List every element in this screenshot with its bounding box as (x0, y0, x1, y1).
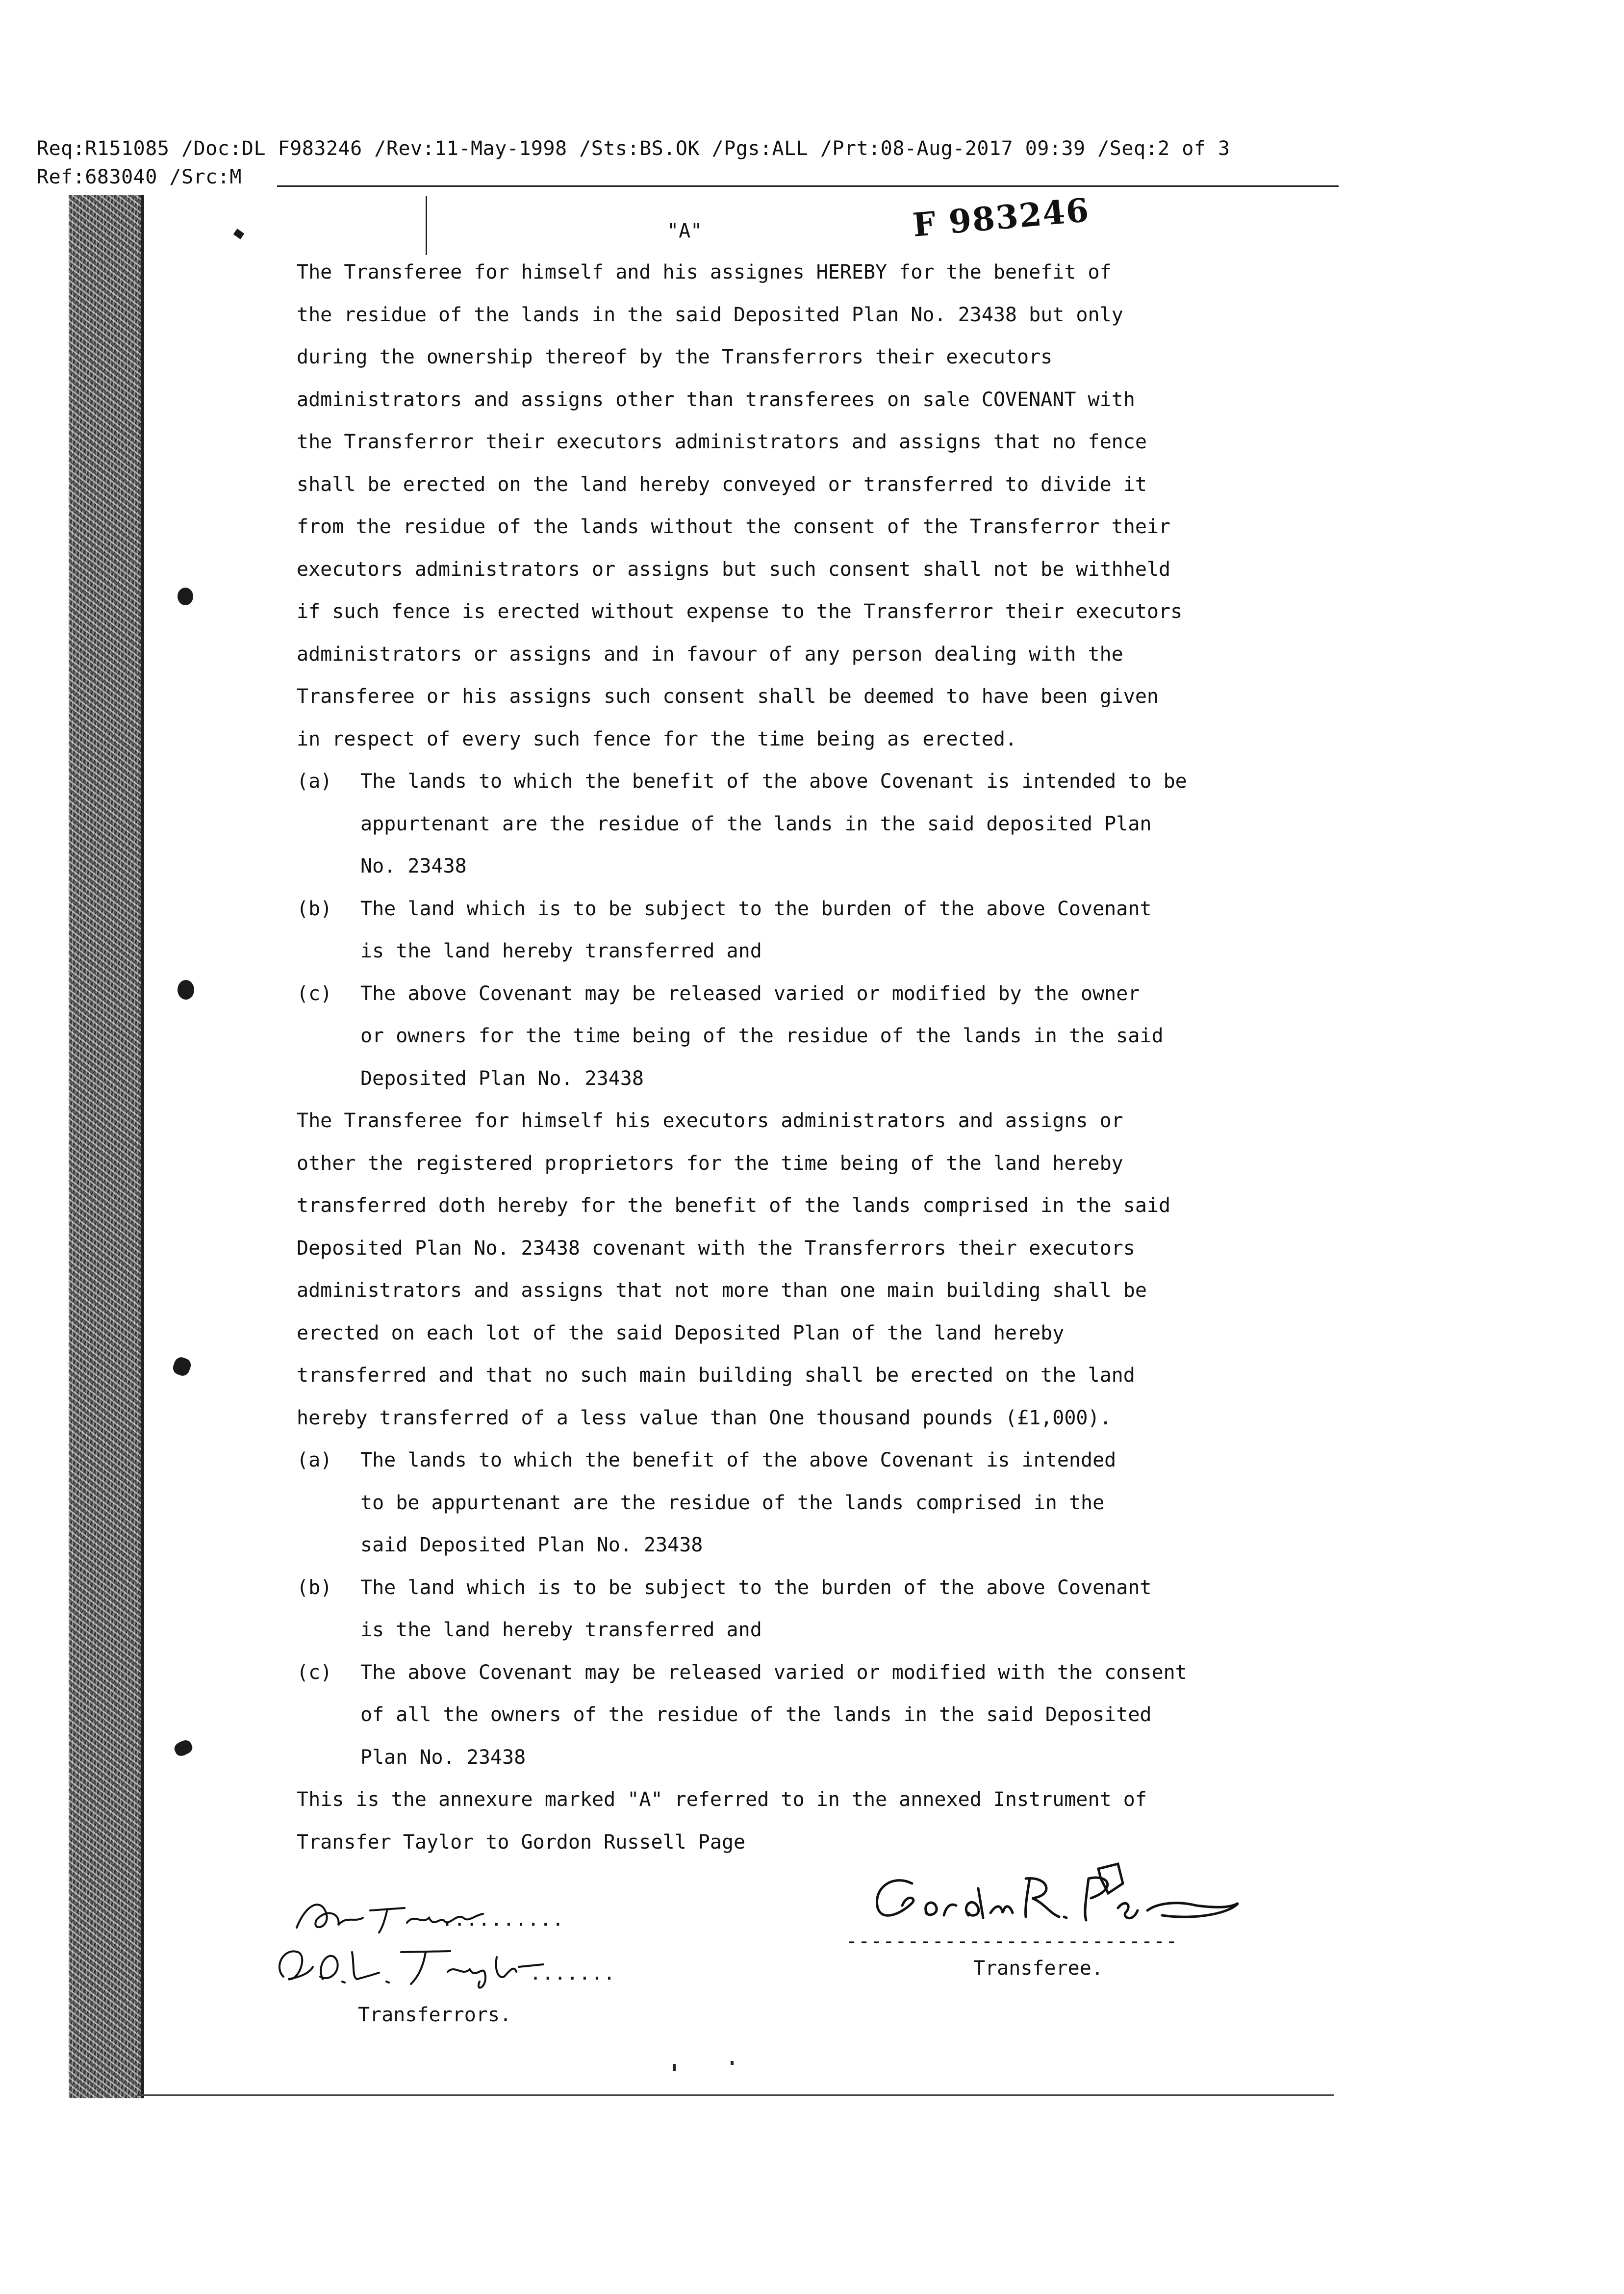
clause-label: (c) (297, 1661, 332, 1684)
clause-line: or owners for the time being of the residue of the lands in the said (360, 1025, 1164, 1047)
punch-mark (233, 229, 245, 239)
closing-line: Transfer Taylor to Gordon Russell Page (297, 1830, 746, 1854)
clause-label: (b) (297, 1576, 332, 1599)
clause-label: (a) (297, 770, 332, 793)
scan-speck (731, 2061, 734, 2065)
paragraph-line: hereby transferred of a less value than One thousand pounds (£1,000). (297, 1406, 1112, 1429)
clause-line: No. 23438 (360, 855, 467, 877)
paragraph-line: Transferee or his assigns such consent shall be deemed to have been given (297, 685, 1159, 708)
punch-hole-mark (171, 1355, 193, 1377)
paragraph-line: administrators or assigns and in favour of any person dealing with the (297, 643, 1123, 666)
paragraph-line: transferred doth hereby for the benefit of the lands comprised in the said (297, 1194, 1171, 1217)
paragraph-line: administrators and assigns other than transferees on sale COVENANT with (297, 388, 1135, 411)
transferor-sig-line-1: .......... (441, 1908, 564, 1931)
paragraph-line: in respect of every such fence for the time being as erected. (297, 727, 1017, 750)
clause-line: of all the owners of the residue of the lands in the said Deposited (360, 1703, 1152, 1726)
transferor-sig-line-2: ....... (530, 1962, 616, 1985)
transferors-label: Transferrors. (358, 2004, 512, 2026)
document-number-stamp: F 983246 (911, 190, 1091, 244)
clause-line: The land which is to be subject to the burden of the above Covenant (360, 897, 1152, 920)
paragraph-line: The Transferee for himself his executors administrators and assigns or (297, 1109, 1123, 1132)
footer-rule (137, 2094, 1334, 2096)
clause-line: appurtenant are the residue of the lands in the said deposited Plan (360, 812, 1152, 835)
paragraph-line: Deposited Plan No. 23438 covenant with the Transferrors their executors (297, 1237, 1135, 1260)
clause-line: The land which is to be subject to the burden of the above Covenant (360, 1576, 1152, 1599)
header-rule (277, 185, 1339, 187)
scanned-margin-edge (141, 195, 144, 2098)
clause-label: (b) (297, 897, 332, 920)
clause-line: The lands to which the benefit of the above Covenant is intended (360, 1449, 1116, 1471)
punch-hole-mark (178, 588, 193, 605)
paragraph-line: during the ownership thereof by the Transferrors their executors (297, 346, 1053, 368)
clause-line: is the land hereby transferred and (360, 940, 762, 962)
scanned-margin-strip (69, 195, 141, 2098)
transferee-sig-line: --------------------------- (846, 1930, 1178, 1953)
clause-line: Plan No. 23438 (360, 1746, 526, 1769)
clause-line: to be appurtenant are the residue of the lands comprised in the (360, 1491, 1105, 1514)
clause-line: Deposited Plan No. 23438 (360, 1067, 644, 1090)
paragraph-line: the residue of the lands in the said Deposited Plan No. 23438 but only (297, 303, 1123, 326)
paragraph-line: executors administrators or assigns but such consent shall not be withheld (297, 558, 1171, 581)
paragraph-line: other the registered proprietors for the time being of the land hereby (297, 1152, 1123, 1175)
transferee-label: Transferee. (973, 1957, 1103, 1980)
punch-hole-mark (173, 1738, 194, 1758)
paragraph-line: from the residue of the lands without the consent of the Transferror their (297, 516, 1171, 538)
paragraph-line: administrators and assigns that not more than one main building shall be (297, 1279, 1147, 1302)
clause-line: The above Covenant may be released varied or modified with the consent (360, 1661, 1187, 1684)
paragraph-line: The Transferee for himself and his assignes HEREBY for the benefit of (297, 261, 1112, 284)
paragraph-line: shall be erected on the land hereby conveyed or transferred to divide it (297, 473, 1147, 496)
clause-line: is the land hereby transferred and (360, 1619, 762, 1641)
scan-speck (673, 2064, 676, 2071)
clause-label: (c) (297, 982, 332, 1005)
clause-line: The above Covenant may be released varied or modified by the owner (360, 982, 1140, 1005)
paragraph-line: erected on each lot of the said Deposited Plan of the land hereby (297, 1321, 1065, 1344)
paragraph-line: if such fence is erected without expense to the Transferror their executors (297, 600, 1183, 623)
print-header-line-1: Req:R151085 /Doc:DL F983246 /Rev:11-May-1998 /Sts:BS.OK /Pgs:ALL /Prt:08-Aug-2017 09:39 /Seq:2 of 3 (37, 137, 1230, 160)
paragraph-line: the Transferror their executors administrators and assigns that no fence (297, 431, 1147, 453)
closing-line: This is the annexure marked "A" referred to in the annexed Instrument of (297, 1788, 1147, 1811)
punch-hole-mark (178, 980, 194, 1000)
print-header-line-2: Ref:683040 /Src:M (37, 166, 242, 188)
margin-mark-line (426, 196, 427, 255)
clause-label: (a) (297, 1449, 332, 1471)
annexure-label: "A" (667, 220, 703, 242)
clause-line: said Deposited Plan No. 23438 (360, 1534, 703, 1556)
paragraph-line: transferred and that no such main building shall be erected on the land (297, 1364, 1135, 1387)
clause-line: The lands to which the benefit of the above Covenant is intended to be (360, 770, 1187, 793)
